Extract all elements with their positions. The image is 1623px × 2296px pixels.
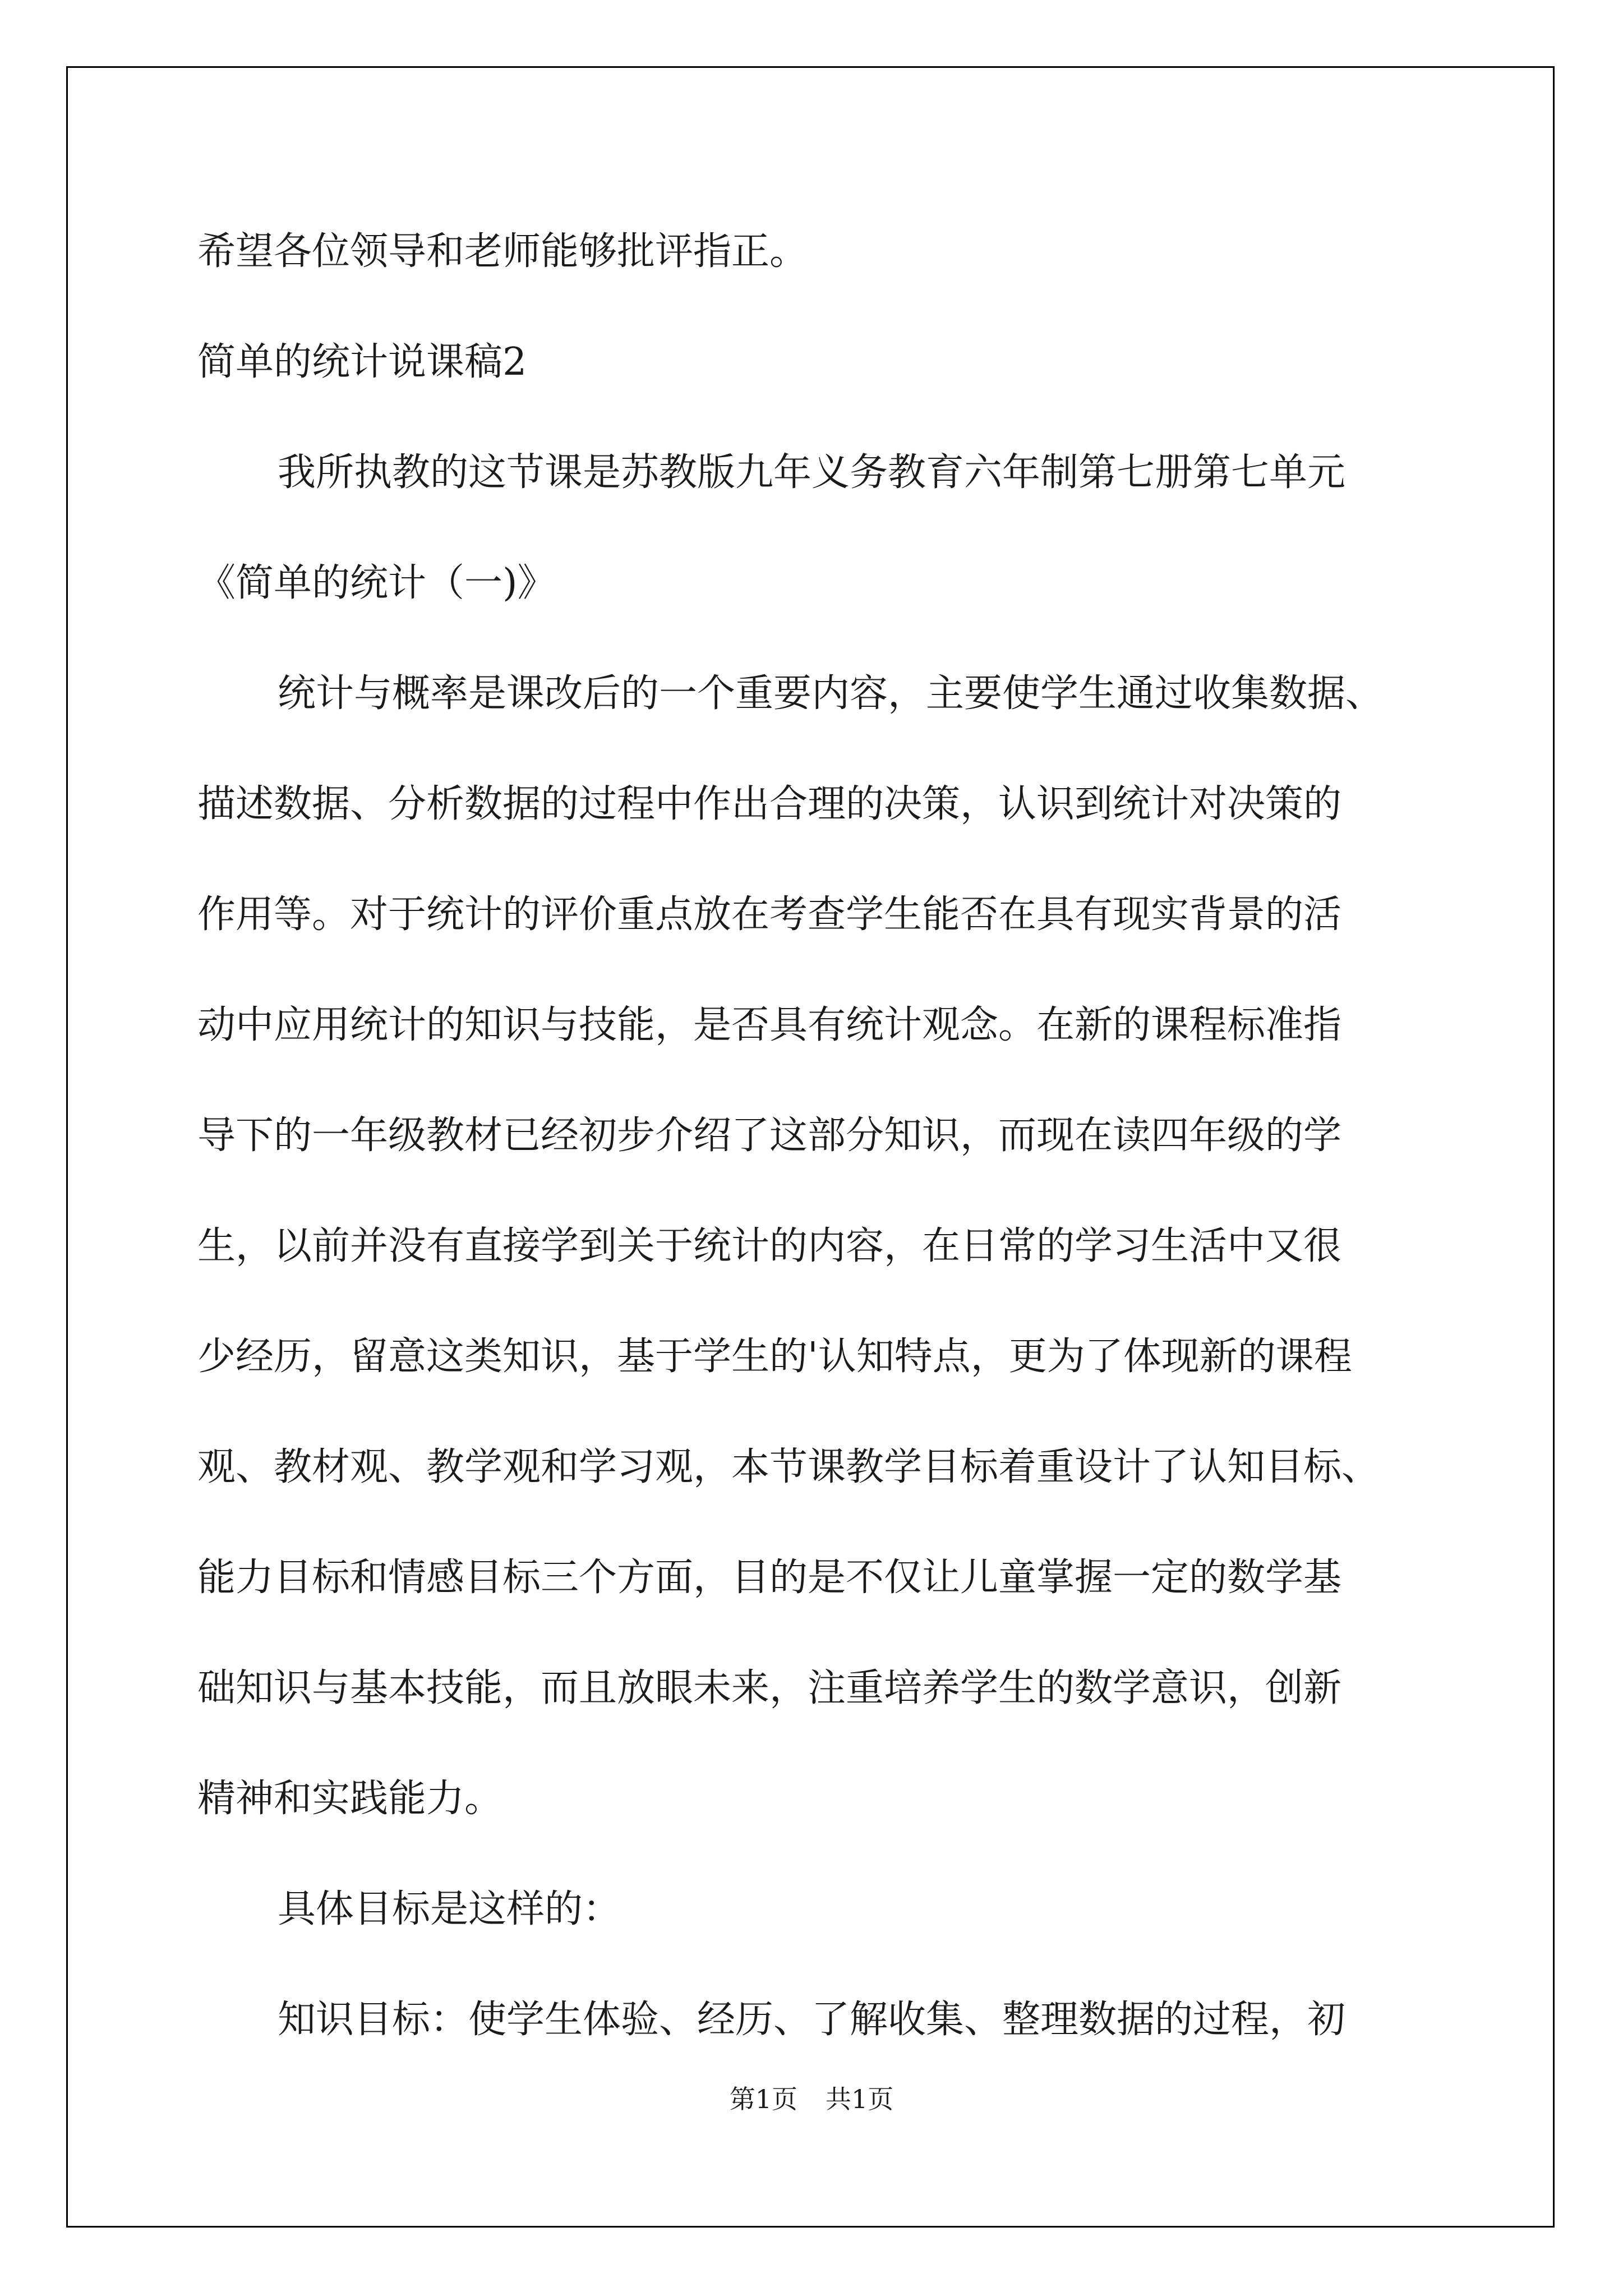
document-body: [197, 196, 1431, 2075]
heading-line: 简单的统计说课稿2: [197, 340, 527, 384]
text-line: 础知识与基本技能，而且放眼未来，注重培养学生的数学意识，创新: [197, 1666, 1342, 1710]
text-line: 少经历，留意这类知识，基于学生的'认知特点，更为了体现新的课程: [197, 1335, 1352, 1379]
page-footer: [0, 2079, 1623, 2116]
text-line: 观、教材观、教学观和学习观，本节课教学目标着重设计了认知目标、: [197, 1445, 1380, 1489]
paragraph: [197, 638, 1431, 1854]
text-line: 统计与概率是课改后的一个重要内容，主要使学生通过收集数据、: [278, 671, 1384, 716]
text-line: 《简单的统计（一)》: [197, 561, 556, 605]
text-line: 描述数据、分析数据的过程中作出合理的决策，认识到统计对决策的: [197, 782, 1342, 826]
section-heading: [197, 307, 1431, 417]
paragraph: [197, 1854, 1431, 1964]
paragraph: [197, 417, 1431, 638]
text-line: 知识目标：使学生体验、经历、了解收集、整理数据的过程，初: [278, 1998, 1346, 2042]
paragraph: [197, 196, 1431, 307]
text-line: 能力目标和情感目标三个方面，目的是不仅让儿童掌握一定的数学基: [197, 1556, 1342, 1600]
text-line: 作用等。对于统计的评价重点放在考查学生能否在具有现实背景的活: [197, 892, 1342, 937]
page-total: 共1页: [826, 2084, 894, 2114]
text-line: 希望各位领导和老师能够批评指正。: [197, 229, 808, 274]
text-line: 导下的一年级教材已经初步介绍了这部分知识，而现在读四年级的学: [197, 1114, 1342, 1158]
paragraph: [197, 1964, 1431, 2075]
page-number: 第1页: [729, 2084, 797, 2114]
text-line: 具体目标是这样的：: [278, 1887, 621, 1931]
text-line: 动中应用统计的知识与技能，是否具有统计观念。在新的课程标准指: [197, 1003, 1342, 1047]
text-line: 生，以前并没有直接学到关于统计的内容，在日常的学习生活中又很: [197, 1224, 1342, 1268]
text-line: 我所执教的这节课是苏教版九年义务教育六年制第七册第七单元: [278, 450, 1346, 495]
text-line: 精神和实践能力。: [197, 1777, 503, 1821]
